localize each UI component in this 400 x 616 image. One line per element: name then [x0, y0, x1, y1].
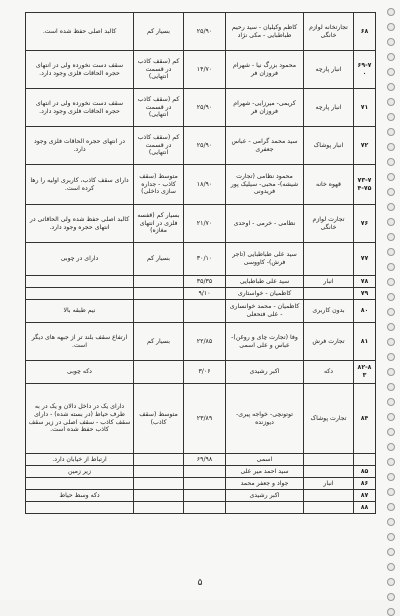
row-type: [304, 502, 354, 514]
row-area: ۲۳/۸۹: [184, 384, 226, 454]
row-owner: نظامی - خرمی - اوحدی: [226, 205, 304, 243]
table-row: [26, 384, 376, 454]
row-type: انبار: [304, 276, 354, 288]
row-priority: کم (سقف کاذب در قسمت انتهایی): [134, 89, 184, 127]
row-number: ۸۲-۸۳: [354, 361, 376, 384]
table-row: [26, 466, 376, 478]
table-row: [26, 502, 376, 514]
row-priority: [134, 288, 184, 300]
row-area: [184, 300, 226, 323]
row-owner: جواد و جعفر محمد: [226, 478, 304, 490]
row-type: بدون کاربری: [304, 300, 354, 323]
row-owner: اسمی: [226, 454, 304, 466]
row-description: [26, 288, 134, 300]
table-row: [26, 205, 376, 243]
row-priority: [134, 300, 184, 323]
row-priority: [134, 502, 184, 514]
row-type: انبار پوشاک: [304, 127, 354, 165]
row-description: [26, 502, 134, 514]
row-type: [304, 243, 354, 276]
row-area: ۲۵/۹۰: [184, 13, 226, 51]
row-owner: [226, 502, 304, 514]
row-number: ۶۹-۷۰: [354, 51, 376, 89]
row-type: [304, 466, 354, 478]
row-type: [304, 490, 354, 502]
row-description: [26, 478, 134, 490]
row-priority: [134, 490, 184, 502]
table-row: [26, 13, 376, 51]
row-type: انبار پارچه: [304, 89, 354, 127]
row-priority: [134, 466, 184, 478]
row-number: ۶۸: [354, 13, 376, 51]
table-row: [26, 127, 376, 165]
row-number: ۸۴: [354, 384, 376, 454]
table-row: [26, 165, 376, 205]
row-area: [184, 478, 226, 490]
table-row: [26, 51, 376, 89]
row-type: تجارت پوشاک: [304, 384, 354, 454]
row-owner: توتونچی- خواجه پیری- دیوزنده: [226, 384, 304, 454]
row-description: دارای یک در داخل دالان و یک در به طرف حیاط (در بسته شده) - دارای سقف کاذب - سقف اصلی در زیر سقف کاذب حفظ شده است.: [26, 384, 134, 454]
row-number: ۸۵: [354, 466, 376, 478]
row-priority: [134, 276, 184, 288]
row-owner: کاظمیان - خواستاری: [226, 288, 304, 300]
shops-table: [25, 12, 376, 514]
table-row: [26, 276, 376, 288]
row-description: [26, 276, 134, 288]
row-priority: بسیار کم: [134, 323, 184, 361]
row-description: کالبد اصلی حفظ شده ولی الحاقاتی در انتهای حجره وجود دارد.: [26, 205, 134, 243]
row-area: ۲۱/۷۰: [184, 205, 226, 243]
row-area: ۱۴/۷۰: [184, 51, 226, 89]
row-type: تجارت فرش: [304, 323, 354, 361]
row-priority: [134, 361, 184, 384]
table-row: [26, 300, 376, 323]
row-area: [184, 466, 226, 478]
row-area: ۲۲/۸۵: [184, 323, 226, 361]
row-owner: اکبر رشیدی: [226, 361, 304, 384]
row-area: ۲۵/۹۰: [184, 127, 226, 165]
table-row: [26, 490, 376, 502]
row-priority: [134, 454, 184, 466]
row-number: [354, 454, 376, 466]
row-description: نیم طبقه بالا: [26, 300, 134, 323]
row-owner: کاظم وکیلیان - سید رحیم طباطبایی - مکی نژاد: [226, 13, 304, 51]
row-description: کالبد اصلی حفظ شده است.: [26, 13, 134, 51]
row-number: ۸۰: [354, 300, 376, 323]
row-priority: کم (سقف کاذب در قسمت انتهایی): [134, 51, 184, 89]
row-description: ارتباط از خیابان دارد.: [26, 454, 134, 466]
table-row: [26, 89, 376, 127]
row-description: سقف دست نخورده ولی در انتهای حجره الحاقات فلزی وجود دارد.: [26, 51, 134, 89]
row-number: ۷۲: [354, 127, 376, 165]
row-owner: محمود نظامی (تجارت شیشه)- محبی- سیلیک پور فریدونی: [226, 165, 304, 205]
row-priority: [134, 478, 184, 490]
row-area: [184, 490, 226, 502]
row-description: دارای سقف کاذب، کاربری اولیه را رها کرده است.: [26, 165, 134, 205]
row-type: انبار پارچه: [304, 51, 354, 89]
table-body: [26, 13, 376, 514]
row-owner: محمود بزرگ نیا - شهرام فروزان فر: [226, 51, 304, 89]
row-area: ۶۹/۹۸: [184, 454, 226, 466]
row-number: ۷۳-۷۴-۷۵: [354, 165, 376, 205]
row-priority: بسیار کم: [134, 243, 184, 276]
row-owner: وفا (تجارت چای و روغن)- عباس و علی اسمی: [226, 323, 304, 361]
row-description: دکه چوبی: [26, 361, 134, 384]
table-row: [26, 288, 376, 300]
row-owner: سید احمد میر علی: [226, 466, 304, 478]
row-priority: متوسط (سقف کاذب - جداره سازی داخلی): [134, 165, 184, 205]
row-number: ۷۱: [354, 89, 376, 127]
page-number: ۵: [197, 578, 203, 588]
row-type: قهوه خانه: [304, 165, 354, 205]
row-type: تجارتخانه لوازم خانگی: [304, 13, 354, 51]
row-type: [304, 288, 354, 300]
row-area: ۱۸/۹۰: [184, 165, 226, 205]
row-area: [184, 502, 226, 514]
row-description: دارای در چوبی: [26, 243, 134, 276]
row-owner: اکبر رشیدی: [226, 490, 304, 502]
row-area: ۳/۰۶: [184, 361, 226, 384]
row-number: ۸۷: [354, 490, 376, 502]
row-area: ۹/۱۰: [184, 288, 226, 300]
row-type: تجارت لوازم خانگی: [304, 205, 354, 243]
row-type: [304, 454, 354, 466]
row-owner: سید علی طباطبایی: [226, 276, 304, 288]
row-number: ۷۶: [354, 205, 376, 243]
row-number: ۷۹: [354, 288, 376, 300]
row-description: ارتفاع سقف بلند تر از جبهه های دیگر است.: [26, 323, 134, 361]
row-area: ۳۵/۳۵: [184, 276, 226, 288]
spiral-binding: [386, 8, 396, 592]
table-row: [26, 323, 376, 361]
row-area: ۳۰/۱۰: [184, 243, 226, 276]
row-owner: سید محمد گرامی - عباس جعفری: [226, 127, 304, 165]
row-area: ۲۵/۹۰: [184, 89, 226, 127]
row-number: ۷۷: [354, 243, 376, 276]
table-row: [26, 243, 376, 276]
row-owner: کاظمیان - محمد خوانساری - علی فتحعلی: [226, 300, 304, 323]
row-description: در انتهای حجره الحاقات فلزی وجود دارد.: [26, 127, 134, 165]
row-type: دکه: [304, 361, 354, 384]
row-priority: بسیار کم: [134, 13, 184, 51]
row-number: ۸۸: [354, 502, 376, 514]
row-priority: متوسط (سقف کاذب): [134, 384, 184, 454]
row-description: دکه وسط حیاط: [26, 490, 134, 502]
row-number: ۸۶: [354, 478, 376, 490]
table-row: [26, 478, 376, 490]
row-type: انبار: [304, 478, 354, 490]
row-number: ۷۸: [354, 276, 376, 288]
row-owner: کریمی- میرزایی- شهرام فروزان فر: [226, 89, 304, 127]
row-description: سقف دست نخورده ولی در انتهای حجره الحاقات فلزی وجود دارد.: [26, 89, 134, 127]
table-row: [26, 361, 376, 384]
row-owner: سید علی طباطبایی (تاجر فرش)- کاووسی: [226, 243, 304, 276]
row-number: ۸۱: [354, 323, 376, 361]
row-priority: بسیار کم (قفسه فلزی در انتهای مغازه): [134, 205, 184, 243]
table-row: [26, 454, 376, 466]
row-description: زیر زمین: [26, 466, 134, 478]
row-priority: کم (سقف کاذب در قسمت انتهایی): [134, 127, 184, 165]
